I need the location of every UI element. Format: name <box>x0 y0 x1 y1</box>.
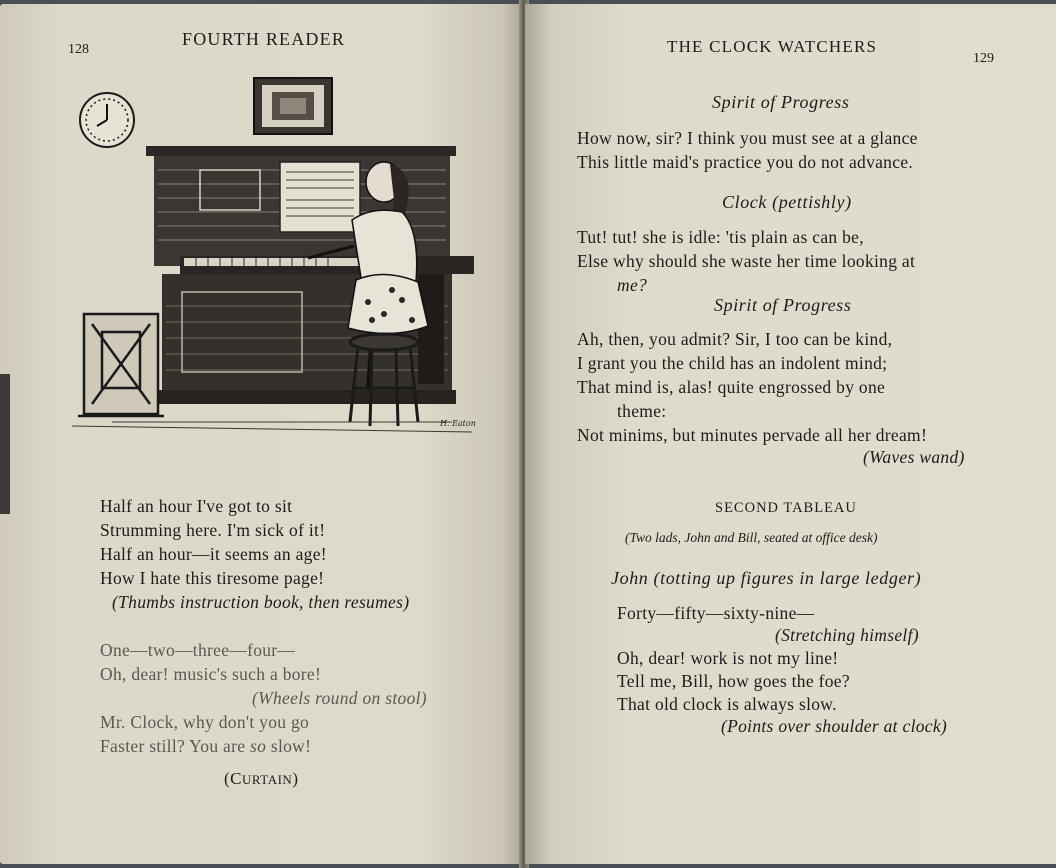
speaker-spirit-of-progress-1: Spirit of Progress <box>712 92 850 112</box>
speech-3-line-5: Not minims, but minutes pervade all her dream! <box>577 425 928 445</box>
speaker-spirit-of-progress-2: Spirit of Progress <box>714 295 852 315</box>
stage-direction-3: (Waves wand) <box>863 447 965 467</box>
sheet-music-icon <box>280 162 360 232</box>
speaker-clock: Clock (pettishly) <box>722 192 852 212</box>
framed-picture-icon <box>254 78 332 134</box>
section-direction: (Two lads, John and Bill, seated at office desk) <box>625 530 878 545</box>
right-folio: 129 <box>973 51 994 66</box>
speech-3-line-1: Ah, then, you admit? Sir, I too can be kind, <box>577 329 893 349</box>
speech-4-line-3: Tell me, Bill, how goes the foe? <box>617 671 850 691</box>
speaker-john: John (totting up figures in large ledger) <box>611 568 922 588</box>
left-running-head: FOURTH READER <box>182 29 346 49</box>
right-running-head: THE CLOCK WATCHERS <box>667 37 878 56</box>
verse-1-line-3: Half an hour—it seems an age! <box>100 544 327 564</box>
speech-4-line-2: Oh, dear! work is not my line! <box>617 648 839 668</box>
stage-direction-4: (Stretching himself) <box>775 625 919 645</box>
speech-2-line-3: me? <box>617 275 648 295</box>
wall-clock-icon <box>80 93 134 147</box>
speech-4-line-1: Forty—fifty—sixty-nine— <box>617 603 815 623</box>
girl-at-piano-icon <box>72 70 482 440</box>
verse-1-line-4: How I hate this tiresome page! <box>100 568 325 588</box>
stage-direction-2: (Wheels round on stool) <box>252 688 427 708</box>
speech-2-line-1: Tut! tut! she is idle: 'tis plain as can be, <box>577 227 864 247</box>
right-page <box>525 4 1056 864</box>
speech-4-line-4: That old clock is always slow. <box>617 694 837 714</box>
verse-2-line-2: Oh, dear! music's such a bore! <box>100 664 322 684</box>
stage-direction-5: (Points over shoulder at clock) <box>721 716 948 736</box>
stage-direction-1: (Thumbs instruction book, then resumes) <box>112 592 410 612</box>
curtain-direction: (CURTAIN) <box>224 769 299 788</box>
verse-2-line-1: One—two—three—four— <box>100 640 296 660</box>
speech-3-line-2: I grant you the child has an indolent mind; <box>577 353 888 373</box>
verse-1-line-2: Strumming here. I'm sick of it! <box>100 520 326 540</box>
verse-1-line-1: Half an hour I've got to sit <box>100 496 293 516</box>
verse-2-line-4: Faster still? You are so slow! <box>100 736 312 756</box>
speech-2-line-2: Else why should she waste her time looking at <box>577 251 916 271</box>
section-title: SECOND TABLEAU <box>715 500 857 516</box>
page-edge-tab <box>0 374 10 514</box>
speech-3-line-4: theme: <box>617 401 667 421</box>
speech-1-line-2: This little maid's practice you do not advance. <box>577 152 914 172</box>
music-rack-icon <box>78 314 164 416</box>
speech-1-line-1: How now, sir? I think you must see at a glance <box>577 128 918 148</box>
left-folio: 128 <box>68 42 89 57</box>
left-page <box>0 4 523 864</box>
illustration-signature: H. Eaton <box>440 419 476 428</box>
verse-2-line-3: Mr. Clock, why don't you go <box>100 712 310 732</box>
speech-3-line-3: That mind is, alas! quite engrossed by one <box>577 377 886 397</box>
